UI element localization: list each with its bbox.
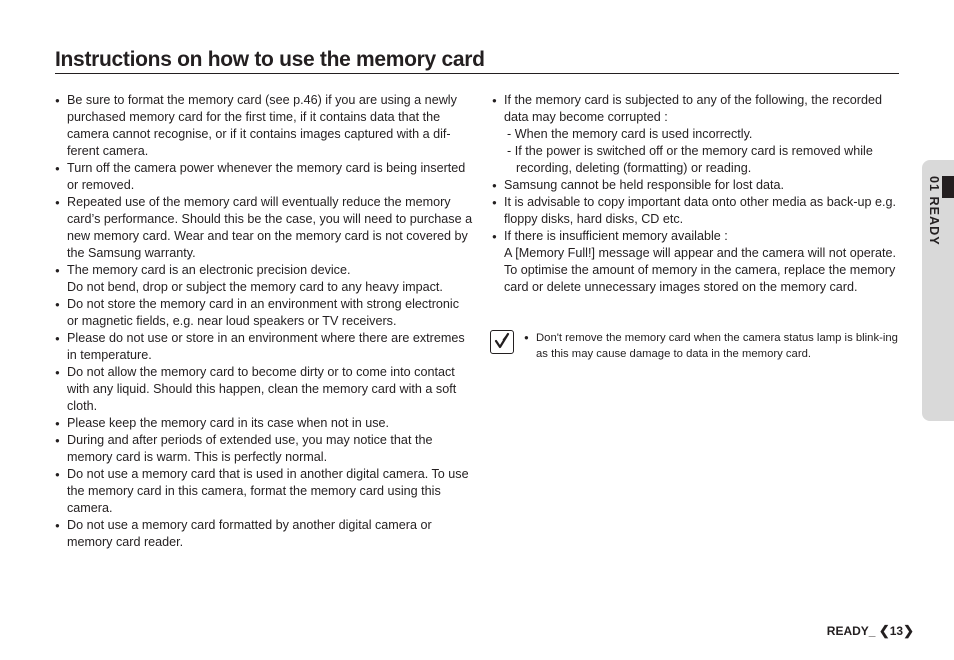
- list-item: ● Be sure to format the memory card (see p.46) if you are using a newly purchased memory card for the first time, if it contains data that the camera cannot recognise, or if it contains images captured with a dif-ferent camera.: [55, 92, 473, 160]
- list-item: ● Please keep the memory card in its case when not in use.: [55, 415, 473, 432]
- page-title: Instructions on how to use the memory card: [55, 48, 485, 71]
- bend-warning-text: Do not bend, drop or subject the memory card to any heavy impact.: [67, 280, 443, 294]
- left-column: [55, 92, 473, 551]
- right-bracket-icon: ❯: [903, 623, 914, 638]
- list-item: ● If there is insufficient memory available : A [Memory Full!] message will appear and the camera will not operate. To optimise the amount of memory in the camera, replace the memory card or delete unnecessary images stored on the memory card.: [492, 228, 904, 296]
- list-item: ● It is advisable to copy important data onto other media as back-up e.g. floppy disks, hard disks, CD etc.: [492, 194, 904, 228]
- sub-item: - When the memory card is used incorrectly.: [507, 127, 753, 141]
- page-footer: [827, 623, 914, 639]
- side-tab-label: 01 READY: [927, 176, 941, 246]
- list-item: ● Do not use a memory card that is used in another digital camera. To use the memory card in this camera, format the memory card using this camera.: [55, 466, 473, 517]
- list-item: ● Repeated use of the memory card will eventually reduce the memory card’s performance. Should this be the case, you will need to purchase a new memory card. Wear and tear on the memory card is not covered by the Samsung warranty.: [55, 194, 473, 262]
- list-item: ● During and after periods of extended use, you may notice that the memory card is warm. This is perfectly normal.: [55, 432, 473, 466]
- list-item: ● Don't remove the memory card when the camera status lamp is blink-ing as this may cause damage to data in the memory card.: [524, 330, 904, 362]
- list-item: ● Do not use a memory card formatted by another digital camera or memory card reader.: [55, 517, 473, 551]
- side-tab-marker: [942, 176, 954, 198]
- list-item: ● If the memory card is subjected to any of the following, the recorded data may become corrupted : - When the memory card is used incorrectly. - If the power is switched off or the memory card is removed while recording, deleting (formatting) or reading.: [492, 92, 904, 177]
- footer-section: READY_: [826, 624, 876, 638]
- page-number: 13: [889, 624, 904, 638]
- list-item: ● Do not store the memory card in an environment with strong electronic or magnetic fields, e.g. near loud speakers or TV receivers.: [55, 296, 473, 330]
- list-item: ● Please do not use or store in an environment where there are extremes in temperature.: [55, 330, 473, 364]
- list-item: ● Samsung cannot be held responsible for lost data.: [492, 177, 904, 194]
- memory-full-text: A [Memory Full!] message will appear and the camera will not operate. To optimise the amount of memory in the camera, replace the memory card or delete unnecessary images stored on the memory card.: [504, 246, 896, 294]
- sub-item: - If the power is switched off or the memory card is removed while recording, deleting (formatting) or reading.: [507, 144, 873, 175]
- note-text: [524, 330, 904, 362]
- left-bracket-icon: ❮: [878, 623, 890, 638]
- right-column: [492, 92, 904, 296]
- list-item: ● Do not allow the memory card to become dirty or to come into contact with any liquid. Should this happen, clean the memory card with a soft cloth.: [55, 364, 473, 415]
- list-item: ● Turn off the camera power whenever the memory card is being inserted or removed.: [55, 160, 473, 194]
- note-pencil-icon: [490, 330, 514, 354]
- title-divider: [55, 73, 899, 74]
- list-item: ● The memory card is an electronic precision device. Do not bend, drop or subject the memory card to any heavy impact.: [55, 262, 473, 296]
